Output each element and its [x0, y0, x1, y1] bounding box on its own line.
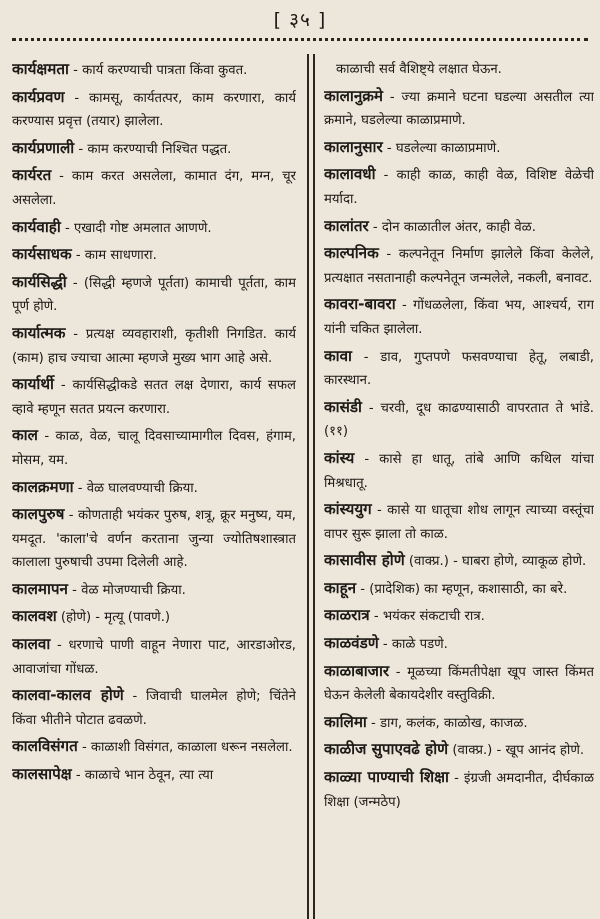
entry-headword: कार्यरत [12, 166, 52, 185]
dictionary-entry [12, 322, 296, 370]
dictionary-entry [324, 163, 594, 211]
entry-definition: - घडलेल्या काळाप्रमाणे. [382, 140, 501, 156]
entry-headword: काळवंडणे [324, 634, 379, 653]
entry-definition: - दोन काळातील अंतर, काही वेळ. [368, 219, 536, 235]
entry-headword: काळरात्र [324, 606, 370, 625]
entry-definition: - काळाचे भान ठेवून, त्या त्या [71, 768, 214, 784]
entry-definition: - कोणताही भयंकर पुरुष, शत्रू, क्रूर मनुष्य, यम, यमदूत. 'काला'चे वर्णन करताना जुन्या ज्योतिषशास्त्रात कालाला पुरुषाची उपमा दिलेली आहे. [12, 508, 296, 571]
dictionary-entry [12, 684, 296, 732]
entry-definition: - ज्या क्रमाने घटना घडल्या असतील त्या क्रमाने, घडलेल्या काळाप्रमाणे. [324, 89, 594, 129]
entry-headword: कालावधी [324, 165, 376, 184]
dictionary-entry [12, 476, 296, 501]
entry-definition: (वाक्प्र.) - घाबरा होणे, व्याकूळ होणे. [404, 554, 587, 570]
dictionary-entry [324, 215, 594, 240]
entry-definition: - काळ, वेळ, चालू दिवसाच्यामागील दिवस, हंगाम, मोसम, यम. [12, 429, 296, 468]
dictionary-entry [12, 243, 296, 268]
dotted-rule [12, 38, 588, 41]
dictionary-entry [12, 271, 296, 319]
entry-definition: - गोंधळलेला, किंवा भय, आश्चर्य, राग यांनी चकित झालेला. [324, 298, 594, 337]
dictionary-entry [12, 58, 296, 83]
entry-headword: कालवा-कालव होणे [12, 686, 124, 705]
entry-definition: - (प्रादेशिक) का म्हणून, कशासाठी, का बरे. [356, 581, 568, 597]
dictionary-entry [324, 85, 594, 133]
entry-headword: कालानुसार [324, 137, 383, 156]
right-column [324, 58, 594, 919]
entry-headword: कालिमा [324, 712, 367, 731]
column-divider [307, 54, 309, 919]
dictionary-entry [324, 766, 594, 814]
dictionary-entry [324, 58, 594, 82]
entry-definition: - भयंकर संकटाची रात्र. [369, 609, 485, 625]
entry-headword: कालसापेक्ष [12, 765, 72, 784]
entry-definition: (वाक्प्र.) - खूप आनंद होणे. [448, 743, 585, 759]
dictionary-entry [12, 605, 296, 630]
entry-headword: काल [12, 426, 38, 445]
entry-definition: - वेळ घालवण्याची क्रिया. [73, 480, 198, 496]
dictionary-entry [324, 604, 594, 629]
page-number: [ ३५ ] [273, 9, 327, 31]
entry-headword: कार्यसिद्धी [12, 272, 67, 291]
dictionary-entry [324, 498, 594, 546]
entry-definition: - कामसू, कार्यतत्पर, काम करणारा, कार्य करण्यास प्रवृत्त (तयार) झालेला. [12, 90, 296, 130]
entry-headword: कावा [324, 346, 352, 365]
entry-definition: - मूळच्या किंमतीपेक्षा खूप जास्त किंमत घेऊन केलेली बेकायदेशीर वस्तुविक्री. [324, 664, 594, 704]
entry-headword: कासंडी [324, 397, 362, 416]
entry-definition: - डाव, गुप्तपणे फसवण्याचा हेतू, लबाडी, कारस्थान. [324, 349, 594, 389]
entry-headword: कांस्य [324, 448, 355, 467]
dictionary-entry [324, 632, 594, 657]
dictionary-entry [12, 578, 296, 603]
entry-headword: काल्पनिक [324, 244, 379, 263]
entry-definition: - इंग्रजी अमदानीत, दीर्घकाळ शिक्षा (जन्मठेप) [324, 771, 594, 810]
dictionary-entry [324, 345, 594, 393]
entry-headword: कार्यार्थी [12, 375, 54, 394]
entry-headword: कार्यवाही [12, 217, 61, 236]
column-divider-inner [313, 54, 315, 919]
entry-definition: - जिवाची घालमेल होणे; चिंतेने किंवा भीतीने पोटात ढवळणे. [12, 689, 296, 728]
entry-definition: - कार्य करण्याची पात्रता किंवा कुवत. [68, 63, 248, 78]
entry-headword: कालक्रमणा [12, 477, 74, 496]
entry-definition: - काम करण्याची निश्चित पद्धत. [74, 141, 232, 157]
dictionary-entry [12, 137, 296, 162]
dictionary-entry [324, 738, 594, 763]
entry-headword: कालवश [12, 607, 57, 626]
dictionary-entry [324, 577, 594, 602]
entry-definition: - काही काळ, काही वेळ, विशिष्ट वेळेची मर्यादा. [324, 168, 594, 207]
entry-headword: कार्यप्रवण [12, 87, 65, 106]
entry-headword: कासावीस होणे [324, 551, 405, 570]
entry-headword: कांस्ययुग [324, 500, 372, 519]
entry-definition: - कार्यसिद्धीकडे सतत लक्ष देणारा, कार्य सफल व्हावे म्हणून सतत प्रयत्न करणारा. [12, 378, 296, 417]
dictionary-entry [12, 216, 296, 241]
dictionary-entry [324, 447, 594, 495]
entry-headword: काळीज सुपाएवढे होणे [324, 740, 449, 759]
dictionary-entry [324, 549, 594, 574]
dictionary-entry [324, 242, 594, 290]
dictionary-entry [12, 164, 296, 212]
dictionary-entry [324, 293, 594, 341]
entry-definition: - कासे हा धातू, तांबे आणि कथिल यांचा मिश्रधातू. [324, 451, 594, 491]
entry-headword: कालानुक्रमे [324, 86, 384, 105]
entry-definition: - काळे पडणे. [378, 637, 448, 653]
entry-headword: कालविसंगत [12, 737, 78, 756]
entry-definition: - एखादी गोष्ट अमलात आणणे. [60, 220, 212, 236]
dictionary-entry [12, 86, 296, 134]
entry-definition: - प्रत्यक्ष व्यवहाराशी, कृतीशी निगडित. कार्य (काम) हाच ज्याचा आत्मा म्हणजे मुख्य भाग आहे असे. [12, 326, 296, 366]
entry-definition: - डाग, कलंक, काळोख, काजळ. [366, 715, 528, 731]
entry-headword: काहून [324, 578, 357, 597]
entry-definition: - कल्पनेतून निर्माण झालेले किंवा केलेले, प्रत्यक्षात नसतानाही कल्पनेतून जन्मलेले, नकली, बनावट. [324, 247, 594, 286]
entry-headword: काळ्या पाण्याची शिक्षा [324, 768, 449, 787]
left-column [12, 58, 296, 919]
entry-headword: काळाबाजार [324, 661, 390, 680]
dictionary-entry [12, 503, 296, 575]
entry-headword: कार्यप्रणाली [12, 138, 75, 157]
entry-definition: - काम साधणारा. [71, 248, 157, 264]
dictionary-entry [12, 735, 296, 760]
dictionary-entry [324, 396, 594, 444]
entry-definition: - काम करत असलेला, कामात दंग, मग्न, चूर असलेला. [12, 169, 296, 208]
dictionary-entry [12, 633, 296, 681]
entry-definition: - धरणाचे पाणी वाहून नेणारा पाट, आरडाओरड, आवाजांचा गोंधळ. [12, 638, 296, 677]
dictionary-entry [324, 711, 594, 736]
entry-definition: - कासे या धातूचा शोध लागून त्याच्या वस्तूंचा वापर सुरू झाला तो काळ. [324, 503, 594, 542]
entry-headword: कार्यात्मक [12, 323, 66, 342]
entry-definition: - काळाशी विसंगत, काळाला धरून नसलेला. [77, 740, 293, 756]
entry-headword: कावरा-बावरा [324, 295, 396, 314]
entry-definition: - (सिद्धी म्हणजे पूर्तता) कामाची पूर्तता, काम पूर्ण होणे. [12, 275, 296, 315]
entry-headword: कालांतर [324, 216, 369, 235]
entry-definition: काळाची सर्व वैशिष्ट्ये लक्षात घेऊन. [336, 62, 502, 77]
entry-headword: कालवा [12, 635, 51, 654]
dictionary-entry [324, 660, 594, 708]
entry-headword: कार्यक्षमता [12, 60, 69, 78]
dictionary-entry [324, 136, 594, 161]
dictionary-entry [12, 424, 296, 472]
entry-definition: - चरवी, दूध काढण्यासाठी वापरतात ते भांडे. (११) [324, 400, 594, 440]
entry-definition: (होणे) - मृत्यू (पावणे.) [56, 610, 171, 626]
dictionary-entry [12, 763, 296, 788]
entry-headword: कालमापन [12, 579, 68, 598]
entry-definition: - वेळ मोजण्याची क्रिया. [67, 582, 186, 598]
dictionary-entry [12, 373, 296, 421]
entry-headword: कालपुरुष [12, 505, 65, 524]
entry-headword: कार्यसाधक [12, 245, 72, 264]
